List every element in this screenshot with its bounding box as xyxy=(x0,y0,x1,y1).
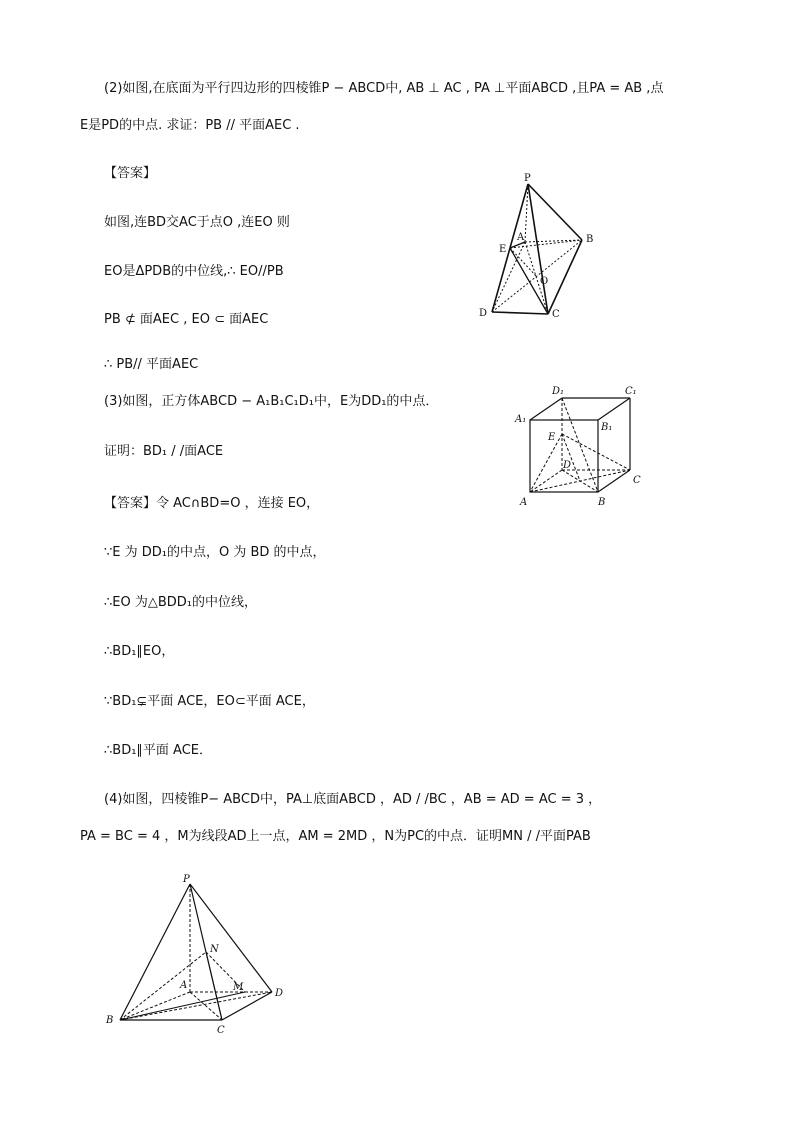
p4-label-N: N xyxy=(210,944,219,955)
problem-2-answer-step-1: 如图,连BD交AC于点O ,连EO 则 xyxy=(104,215,290,230)
p2-label-A: A xyxy=(517,232,525,243)
p2-label-B: B xyxy=(586,234,594,245)
problem-4-statement-line2: PA = BC = 4 ，M为线段AD上一点，AM = 2MD ，N为PC的中点．证明MN / /平面PAB xyxy=(80,829,591,844)
p4-label-C: C xyxy=(217,1025,225,1036)
p2-label-E: E xyxy=(499,244,507,255)
p3-label-E: E xyxy=(548,432,556,443)
p4-label-A: A xyxy=(180,980,188,991)
p3-label-C1: C₁ xyxy=(625,386,637,397)
problem-3-statement-line2: 证明：BD₁ / /面ACE xyxy=(104,444,224,459)
problem-3-answer-step-5: ∵BD₁⊊平面 ACE，EO⊂平面 ACE， xyxy=(104,694,315,709)
problem-3-answer-step-2: ∵E 为 DD₁的中点，O 为 BD 的中点， xyxy=(104,545,326,560)
p3-label-C: C xyxy=(633,475,641,486)
p3-label-B: B xyxy=(598,497,606,508)
problem-3-answer-step-1: 【答案】令 AC∩BD=O ，连接 EO， xyxy=(104,496,320,511)
p2-label-P: P xyxy=(524,173,531,184)
problem-4-statement-line1: (4)如图，四棱锥P− ABCD中，PA⊥底面ABCD ，AD / /BC ，AB = AD = AC = 3 ， xyxy=(104,792,602,807)
p4-label-P: P xyxy=(183,874,190,885)
problem-2-answer-label: 【答案】 xyxy=(104,166,157,181)
p3-label-B1: B₁ xyxy=(601,422,613,433)
p2-label-D: D xyxy=(479,308,488,319)
problem-2-statement-line2: E是PD的中点. 求证：PB // 平面AEC . xyxy=(80,118,300,133)
problem-3-statement-line1: (3)如图，正方体ABCD − A₁B₁C₁D₁中，E为DD₁的中点． xyxy=(104,394,439,409)
p3-label-D: D xyxy=(563,460,572,471)
p4-label-D: D xyxy=(275,988,284,999)
p2-label-C: C xyxy=(552,309,560,320)
problem-2-answer-step-3: PB ⊄ 面AEC , EO ⊂ 面AEC xyxy=(104,312,269,327)
p4-label-B: B xyxy=(106,1015,114,1026)
problem-4-pyramid-figure xyxy=(100,870,300,1040)
problem-3-cube-figure xyxy=(505,380,655,515)
p4-label-M: M xyxy=(233,982,244,993)
problem-2-answer-step-4: ∴ PB// 平面AEC xyxy=(104,357,199,372)
problem-3-answer-step-3: ∴EO 为△BDD₁的中位线， xyxy=(104,595,257,610)
problem-2-statement-line1: (2)如图,在底面为平行四边形的四棱锥P − ABCD中, AB ⊥ AC , PA ⊥平面ABCD ,且PA = AB ,点 xyxy=(104,81,664,96)
problem-3-answer-step-6: ∴BD₁∥平面 ACE． xyxy=(104,743,212,758)
p3-label-A1: A₁ xyxy=(515,414,527,425)
problem-3-answer-step-4: ∴BD₁∥EO， xyxy=(104,644,175,659)
p3-label-A: A xyxy=(520,497,528,508)
p3-label-D1: D₁ xyxy=(552,386,565,397)
problem-2-pyramid-figure xyxy=(470,170,610,325)
problem-2-answer-step-2: EO是ΔPDB的中位线,∴ EO//PB xyxy=(104,264,284,279)
p2-label-O: O xyxy=(540,276,549,287)
